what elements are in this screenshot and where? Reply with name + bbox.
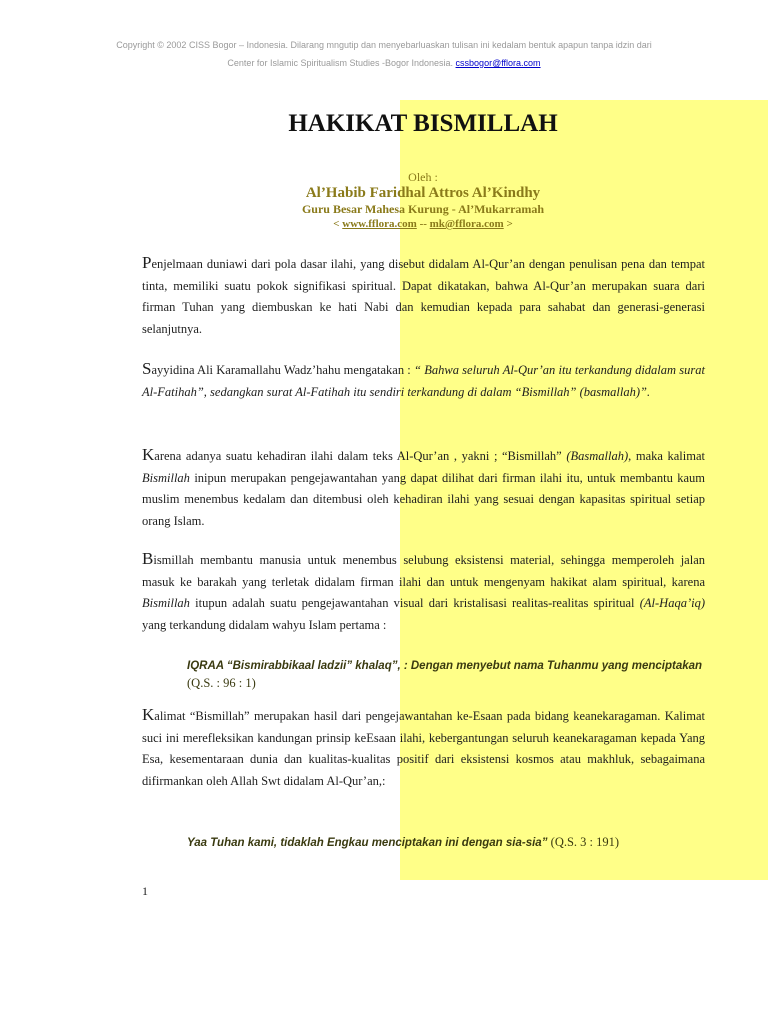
italic-term: (Al-Haqa’iq) xyxy=(639,596,705,610)
website-link[interactable]: www.fflora.com xyxy=(342,218,417,230)
paragraph-text: ismillah membantu manusia untuk menembus selubung eksistensi material, sehingga memperoleh jalan masuk ke barakah yang terletak didalam firman ilahi dan untuk mengenyam hakikat alam spiritual, karena xyxy=(142,553,705,589)
page-title: HAKIKAT BISMILLAH xyxy=(288,110,558,137)
drop-cap: K xyxy=(142,445,155,464)
paragraph-2 xyxy=(142,358,705,403)
quote-reference: (Q.S. 3 : 191) xyxy=(550,835,620,849)
quote-reference: (Q.S. : 96 : 1) xyxy=(187,676,256,690)
copyright-line-2 xyxy=(0,54,768,72)
quote-iqraa xyxy=(187,658,707,693)
page-number: 1 xyxy=(142,884,148,898)
paragraph-quote: “ Bahwa seluruh Al-Qur’an itu terkandung didalam surat Al-Fatihah”, sedangkan surat Al-Fatihah itu sendiri terkandung di dalam “Bismillah” (basmallah)”. xyxy=(142,363,705,399)
paragraph-text: ayyidina Ali Karamallahu Wadz’hahu mengatakan : xyxy=(151,363,415,377)
copyright-line-2-text: Center for Islamic Spiritualism Studies -Bogor Indonesia. xyxy=(227,58,454,68)
email-link[interactable]: cssbogor@fflora.com xyxy=(455,58,541,68)
links-open: < xyxy=(333,218,340,230)
quote-text: IQRAA “Bismirabbikaal ladzii” khalaq”, : Dengan menyebut nama Tuhanmu yang menciptakan xyxy=(187,660,703,672)
author-role: Guru Besar Mahesa Kurung - Al’Mukarramah xyxy=(301,202,545,216)
paragraph-text: enjelmaan duniawi dari pola dasar ilahi, yang disebut didalam Al-Qur’an dengan penulisan pena dan tempat tinta, memiliki suatu pokok signifikasi spiritual. Dapat dikatakan, bahwa Al-Qur’an merupakan suara dari firman Tuhan yang diembuskan ke hati Nabi dan kemudian kepada para sahabat dan generasi-generasi selanjutnya. xyxy=(142,257,705,336)
author-email-link[interactable]: mk@fflora.com xyxy=(429,218,504,230)
paragraph-1 xyxy=(142,252,705,340)
italic-term: Bismillah xyxy=(142,596,190,610)
paragraph-5 xyxy=(142,704,705,792)
paragraph-text: alimat “Bismillah” merupakan hasil dari pengejawantahan ke-Esaan pada bidang keanekaragaman. Kalimat suci ini merefleksikan kandungan prinsip keEsaan ilahi, kebergantungan seluruh keanekaragaman kepada Yang Esa, kesementaraan dunia dan kualitas-kualitas positif dari eksistensi kosmos atau makhluk, sebagaimana difirmankan oleh Allah Swt didalam Al-Qur’an,: xyxy=(142,709,705,788)
paragraph-text: arena adanya suatu kehadiran ilahi dalam teks Al-Qur’an , yakni ; “Bismillah” xyxy=(154,449,567,463)
byline xyxy=(0,170,768,232)
copyright-notice xyxy=(0,36,768,72)
paragraph-4 xyxy=(142,548,705,636)
paragraph-text: itupun adalah suatu pengejawantahan visual dari kristalisasi realitas-realitas spiritual xyxy=(189,596,640,610)
author-name: Al’Habib Faridhal Attros Al’Kindhy xyxy=(305,185,541,201)
italic-term: Bismillah xyxy=(142,470,190,485)
italic-term: (Basmallah) xyxy=(566,449,629,463)
quote-surah xyxy=(187,834,707,852)
quote-text: Yaa Tuhan kami, tidaklah Engkau menciptakan ini dengan sia-sia” xyxy=(187,837,548,849)
drop-cap: K xyxy=(142,705,155,724)
drop-cap: P xyxy=(142,253,152,272)
byline-oleh: Oleh : xyxy=(408,170,438,184)
drop-cap: S xyxy=(142,359,152,378)
paragraph-3 xyxy=(142,444,705,532)
paragraph-text: inipun merupakan pengejawantahan yang dapat dilihat dari firman ilahi itu, untuk membantu kaum muslim menembus kedalam dan ditembusi oleh kehadiran ilahi yang sesuai dengan kapasitas spiritual setiap orang Islam. xyxy=(142,470,705,528)
links-separator: -- xyxy=(419,218,427,230)
author-links xyxy=(0,217,768,232)
drop-cap: B xyxy=(142,549,154,568)
paragraph-text: yang terkandung didalam wahyu Islam pertama : xyxy=(142,617,387,632)
copyright-line-1: Copyright © 2002 CISS Bogor – Indonesia. Dilarang mngutip dan menyebarluaskan tulisan ini kedalam bentuk apapun tanpa idzin dari xyxy=(116,40,652,50)
paragraph-text: , maka kalimat xyxy=(628,449,705,463)
links-close: > xyxy=(506,218,513,230)
